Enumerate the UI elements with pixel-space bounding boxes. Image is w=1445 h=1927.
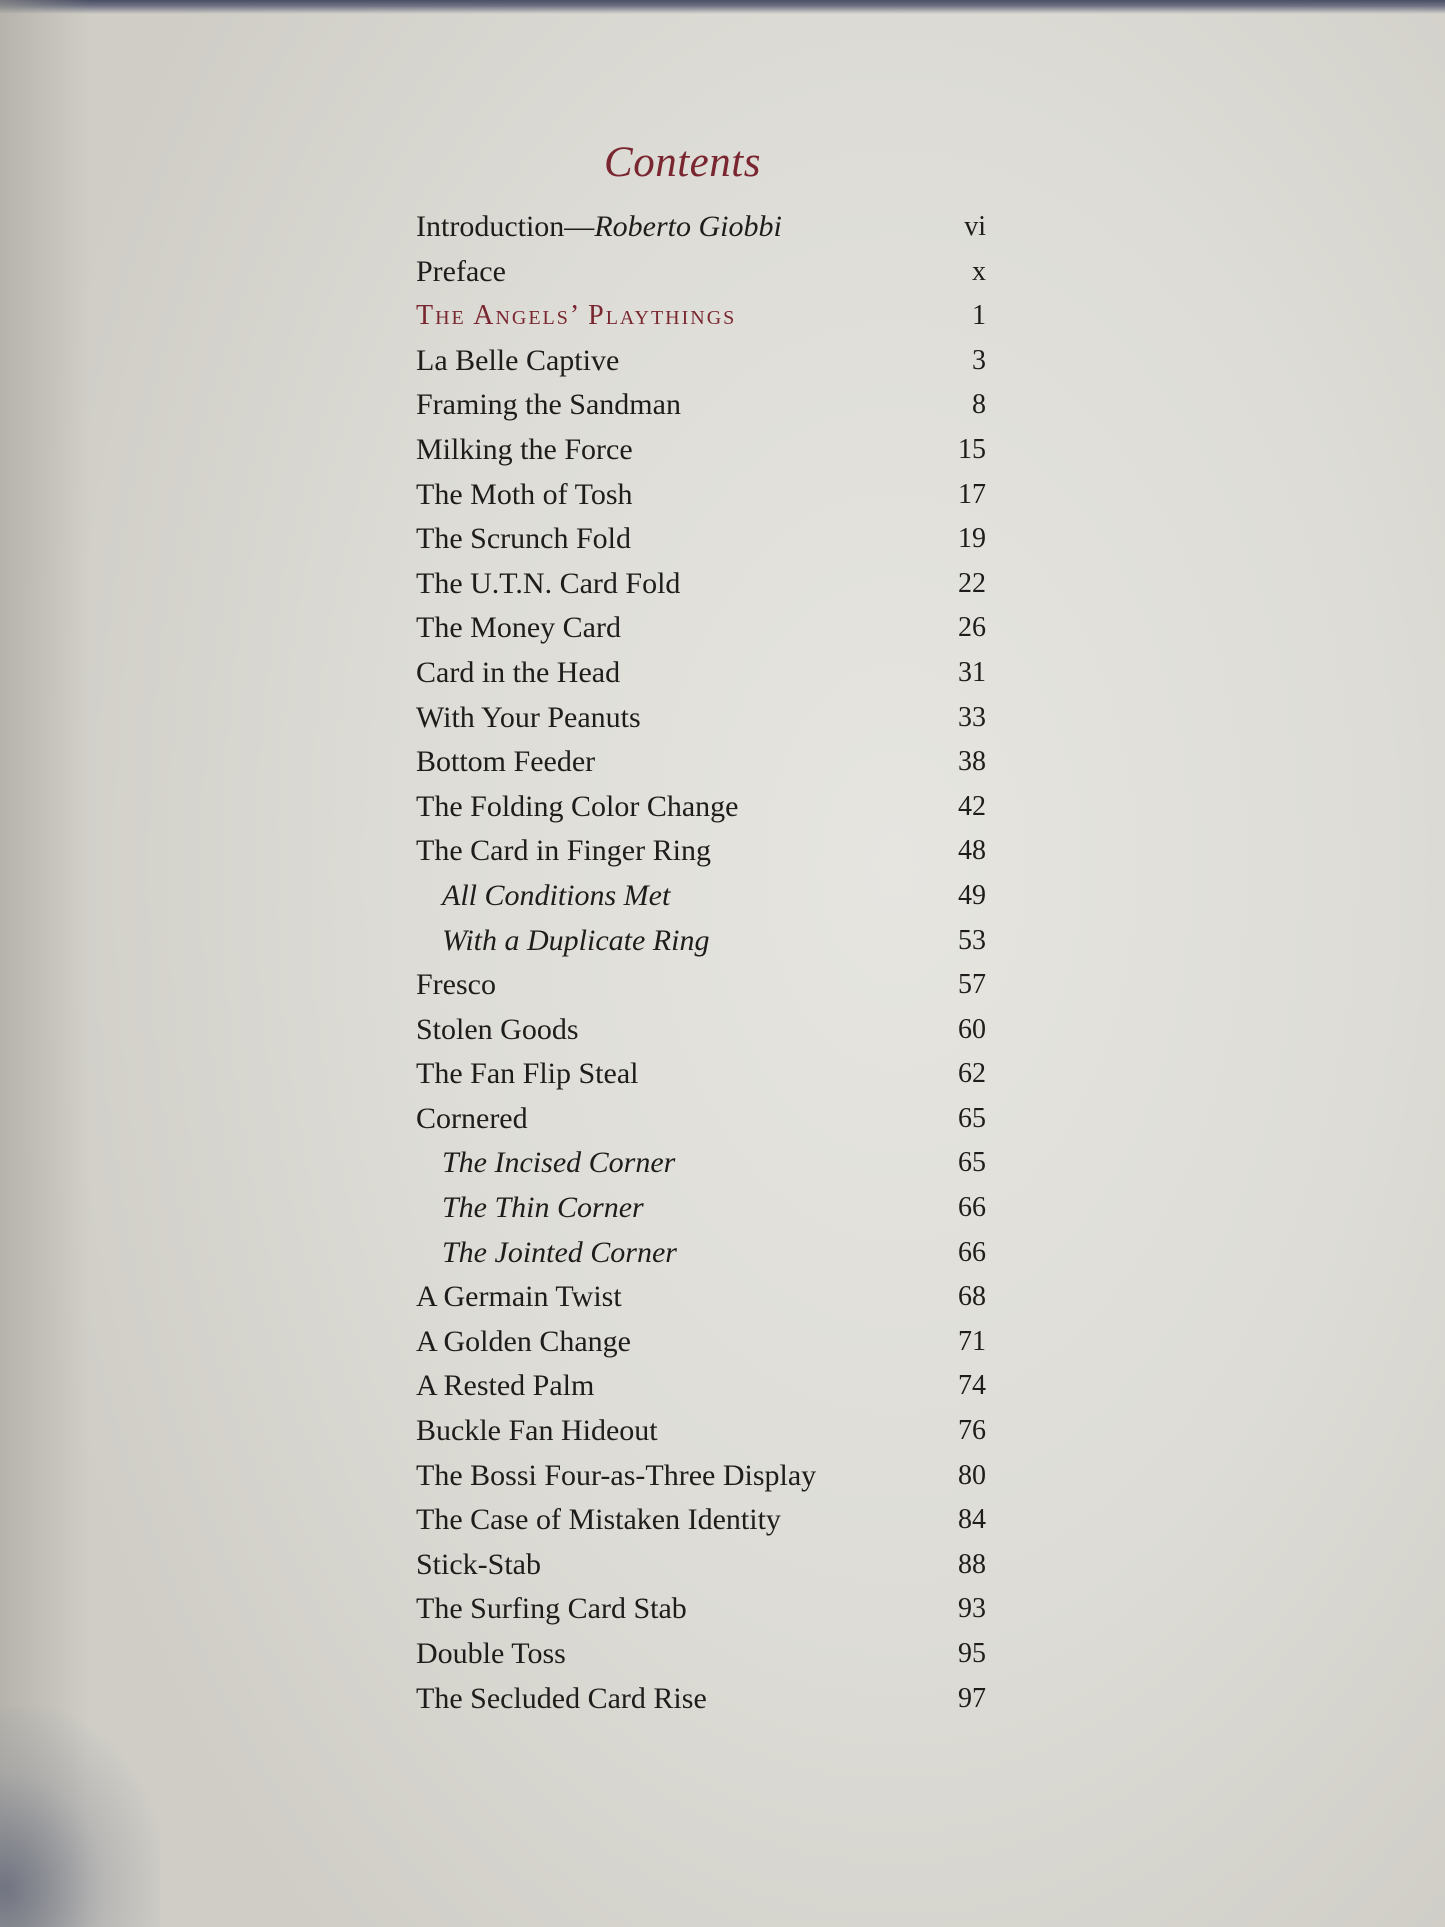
toc-subentry <box>416 874 986 919</box>
toc-entry-title-text: Buckle Fan Hideout <box>416 1414 658 1448</box>
toc-entry-title <box>416 829 711 874</box>
toc-entry-title-text: The Scrunch Fold <box>416 522 631 556</box>
toc-entry-title-text: Fresco <box>416 968 496 1002</box>
toc-page-number: 49 <box>958 879 986 911</box>
toc-entry <box>416 517 986 562</box>
toc-entry-title <box>416 1008 579 1053</box>
toc-page-number: 65 <box>958 1102 986 1134</box>
toc-entry-title <box>416 205 782 250</box>
toc-entry-title <box>416 1543 541 1588</box>
toc-entry-title <box>416 606 621 651</box>
toc-entry-title <box>416 1454 816 1499</box>
toc-entry <box>416 696 986 741</box>
toc-entry <box>416 250 986 295</box>
toc-entry-title <box>416 785 738 830</box>
toc-entry-title <box>416 339 619 384</box>
toc-subentry <box>416 1186 986 1231</box>
toc-entry-title-text: Cornered <box>416 1101 528 1135</box>
toc-entry-title <box>416 517 631 562</box>
toc-entry-title-text: The Incised Corner <box>442 1146 676 1180</box>
toc-entry-title <box>442 1231 677 1276</box>
toc-entry <box>416 205 986 250</box>
toc-entry-title-text: Stolen Goods <box>416 1012 579 1046</box>
toc-page-number: 62 <box>958 1058 986 1090</box>
toc-entry-title <box>442 1186 644 1231</box>
toc-entry-title-text: The Money Card <box>416 611 621 645</box>
toc-section-heading <box>416 294 986 339</box>
toc-page-number: 33 <box>958 701 986 733</box>
toc-entry-title-text: Framing the Sandman <box>416 388 681 422</box>
toc-entry-title-text: The Jointed Corner <box>442 1235 677 1269</box>
toc-entry <box>416 1677 986 1722</box>
corner-shadow <box>0 1707 160 1927</box>
toc-entry-title-text: Milking the Force <box>416 432 633 466</box>
toc-entry <box>416 1587 986 1632</box>
toc-entry-title-text: Bottom Feeder <box>416 745 596 779</box>
toc-page-number: 53 <box>958 924 986 956</box>
toc-entry-title-text: The U.T.N. Card Fold <box>416 566 681 600</box>
toc-page-number: 71 <box>958 1325 986 1357</box>
toc-subentry <box>416 1231 986 1276</box>
toc-entry-title <box>416 1677 707 1722</box>
toc-page-number: 8 <box>972 389 986 421</box>
toc-entry-title <box>416 428 633 473</box>
gutter-shadow <box>0 0 90 1927</box>
toc-page-number: vi <box>964 211 986 242</box>
toc-page-number: 74 <box>958 1370 986 1402</box>
toc-page-number: 38 <box>958 746 986 778</box>
toc-entry-title-text: The Angels’ Playthings <box>416 300 737 332</box>
toc-page-number: 76 <box>958 1415 986 1447</box>
toc-entry <box>416 785 986 830</box>
toc-entry-title-text: The Bossi Four-as-Three Display <box>416 1458 817 1492</box>
table-of-contents <box>416 205 986 1721</box>
toc-entry-title-text: The Card in Finger Ring <box>416 834 711 868</box>
toc-entry <box>416 562 986 607</box>
page-title: Contents <box>604 139 761 186</box>
toc-entry <box>416 1409 986 1454</box>
toc-entry-title <box>442 1141 675 1186</box>
toc-page-number: 48 <box>958 835 986 867</box>
toc-entry-title-text: A Golden Change <box>416 1324 631 1358</box>
toc-entry <box>416 740 986 785</box>
toc-entry-title <box>442 874 670 919</box>
toc-entry-title <box>416 383 681 428</box>
toc-page-number: 88 <box>958 1548 986 1580</box>
toc-page-number: 84 <box>958 1504 986 1536</box>
toc-page-number: x <box>972 255 986 287</box>
toc-entry-title-text: Stick-Stab <box>416 1547 541 1581</box>
toc-entry-title <box>416 1364 594 1409</box>
toc-entry-author: Roberto Giobbi <box>594 210 782 243</box>
toc-entry-title <box>416 1587 687 1632</box>
toc-page-number: 97 <box>958 1682 986 1714</box>
toc-entry-title <box>442 919 709 964</box>
toc-page-number: 17 <box>958 478 986 510</box>
toc-subentry <box>416 1141 986 1186</box>
toc-entry-title-text: With a Duplicate Ring <box>442 923 710 957</box>
toc-page-number: 68 <box>958 1281 986 1313</box>
toc-entry-title-text: The Moth of Tosh <box>416 477 633 511</box>
toc-page-number: 26 <box>958 612 986 644</box>
toc-entry-title-text: The Folding Color Change <box>416 789 739 823</box>
toc-page-number: 66 <box>958 1236 986 1268</box>
toc-entry-title <box>416 1320 631 1365</box>
toc-entry <box>416 1454 986 1499</box>
toc-entry <box>416 1364 986 1409</box>
toc-entry <box>416 1008 986 1053</box>
toc-entry-title-text: The Secluded Card Rise <box>416 1681 707 1715</box>
toc-entry <box>416 1320 986 1365</box>
toc-entry-title <box>416 963 496 1008</box>
toc-entry <box>416 963 986 1008</box>
toc-entry-title <box>416 651 620 696</box>
toc-entry <box>416 339 986 384</box>
toc-entry-title <box>416 250 506 295</box>
top-edge-shadow <box>0 0 1445 14</box>
toc-entry <box>416 1543 986 1588</box>
toc-entry <box>416 651 986 696</box>
toc-entry-title-text: La Belle Captive <box>416 343 620 377</box>
toc-entry-title <box>416 696 641 741</box>
toc-entry-title <box>416 294 736 339</box>
toc-entry-title <box>416 1275 622 1320</box>
toc-page-number: 95 <box>958 1638 986 1669</box>
toc-entry <box>416 383 986 428</box>
toc-entry-title <box>416 1632 566 1677</box>
toc-entry-title-text: Double Toss <box>416 1637 566 1670</box>
toc-entry-title-text: The Case of Mistaken Identity <box>416 1503 781 1537</box>
toc-entry <box>416 428 986 473</box>
toc-page-number: 19 <box>958 523 986 555</box>
toc-entry-title <box>416 473 633 518</box>
toc-page-number: 31 <box>958 656 986 688</box>
toc-page-number: 65 <box>958 1147 986 1179</box>
toc-entry-title-text: A Germain Twist <box>416 1280 622 1314</box>
toc-entry-title <box>416 1409 658 1454</box>
toc-entry <box>416 1275 986 1320</box>
toc-entry <box>416 473 986 518</box>
toc-entry <box>416 1498 986 1543</box>
toc-page-number: 1 <box>972 300 986 332</box>
toc-entry-title <box>416 562 680 607</box>
toc-entry <box>416 606 986 651</box>
toc-page-number: 57 <box>958 969 986 1001</box>
toc-entry-title-text: A Rested Palm <box>416 1369 595 1403</box>
toc-entry-title-text: All Conditions Met <box>442 878 671 912</box>
toc-entry-title-text: The Surfing Card Stab <box>416 1592 687 1626</box>
toc-entry-title-text: Card in the Head <box>416 655 621 689</box>
toc-entry-title-text: The Fan Flip Steal <box>416 1057 639 1091</box>
toc-page-number: 80 <box>958 1459 986 1491</box>
toc-entry <box>416 1097 986 1142</box>
toc-page-number: 42 <box>958 790 986 822</box>
toc-entry-title-text: With Your Peanuts <box>416 700 641 734</box>
toc-entry-title <box>416 1097 528 1142</box>
toc-entry <box>416 829 986 874</box>
toc-entry-title-text: Preface <box>416 254 506 288</box>
toc-entry <box>416 1052 986 1097</box>
toc-page-number: 93 <box>958 1593 986 1625</box>
toc-entry <box>416 1632 986 1677</box>
toc-page-number: 22 <box>958 567 986 599</box>
toc-page-number: 3 <box>972 344 986 376</box>
toc-entry-title <box>416 740 595 785</box>
toc-page-number: 60 <box>958 1013 986 1045</box>
toc-page-number: 15 <box>958 433 986 465</box>
toc-subentry <box>416 919 986 964</box>
toc-page-number: 66 <box>958 1192 986 1224</box>
toc-entry-title-text: The Thin Corner <box>442 1191 644 1225</box>
toc-entry-title <box>416 1498 781 1543</box>
toc-entry-title-text: Introduction— <box>416 210 595 243</box>
toc-entry-title <box>416 1052 638 1097</box>
